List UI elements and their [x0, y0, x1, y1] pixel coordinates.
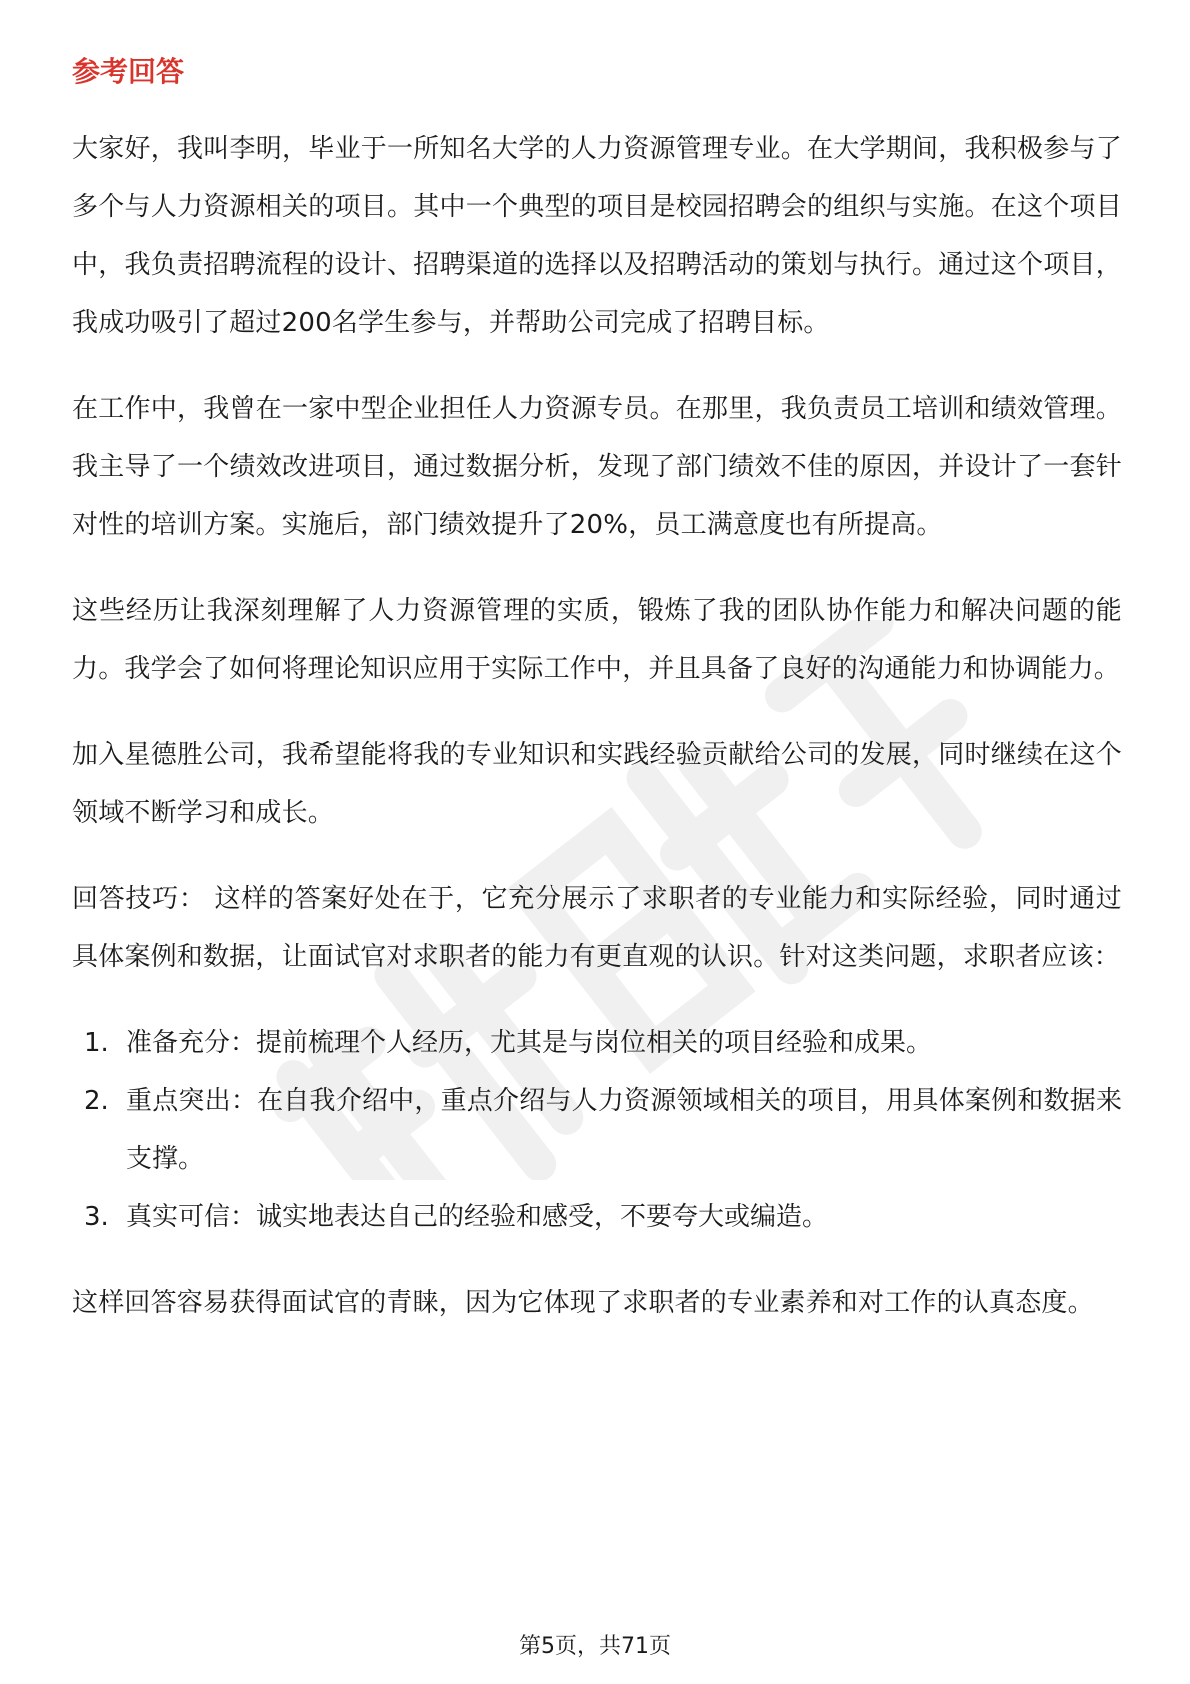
section-heading: 参考回答	[72, 55, 185, 88]
list-item	[72, 1188, 1122, 1246]
paragraph-goal: 加入星德胜公司，我希望能将我的专业知识和实践经验贡献给公司的发展，同时继续在这个领域不断学习和成长。	[72, 740, 1122, 828]
page-number: 第5页，共71页	[519, 1634, 671, 1659]
list-text: 真实可信：诚实地表达自己的经验和感受，不要夸大或编造。	[126, 1202, 829, 1232]
list-number: 1.	[84, 1028, 109, 1058]
paragraph-tips-intro: 回答技巧： 这样的答案好处在于，它充分展示了求职者的专业能力和实际经验，同时通过具体案例和数据，让面试官对求职者的能力有更直观的认识。针对这类问题，求职者应该：	[72, 884, 1123, 972]
paragraph-closing: 这样回答容易获得面试官的青睐，因为它体现了求职者的专业素养和对工作的认真态度。	[72, 1288, 1094, 1318]
list-text: 准备充分：提前梳理个人经历，尤其是与岗位相关的项目经验和成果。	[126, 1028, 933, 1058]
list-text: 重点突出：在自我介绍中，重点介绍与人力资源领域相关的项目，用具体案例和数据来支撑。	[126, 1086, 1122, 1174]
list-item	[72, 1014, 1122, 1072]
paragraph-intro: 大家好，我叫李明，毕业于一所知名大学的人力资源管理专业。在大学期间，我积极参与了多个与人力资源相关的项目。其中一个典型的项目是校园招聘会的组织与实施。在这个项目中，我负责招聘流程的设计、招聘渠道的选择以及招聘活动的策划与执行。通过这个项目，我成功吸引了超过200名学生参与，并帮助公司完成了招聘目标。	[72, 134, 1122, 338]
list-number: 3.	[84, 1202, 109, 1232]
answer-content	[72, 120, 1122, 1360]
list-number: 2.	[84, 1086, 109, 1116]
paragraph-experience: 这些经历让我深刻理解了人力资源管理的实质，锻炼了我的团队协作能力和解决问题的能力。我学会了如何将理论知识应用于实际工作中，并且具备了良好的沟通能力和协调能力。	[72, 596, 1122, 684]
list-item	[72, 1072, 1122, 1188]
tips-list	[72, 1014, 1122, 1246]
paragraph-work: 在工作中，我曾在一家中型企业担任人力资源专员。在那里，我负责员工培训和绩效管理。我主导了一个绩效改进项目，通过数据分析，发现了部门绩效不佳的原因，并设计了一套针对性的培训方案。实施后，部门绩效提升了20%，员工满意度也有所提高。	[72, 394, 1122, 540]
